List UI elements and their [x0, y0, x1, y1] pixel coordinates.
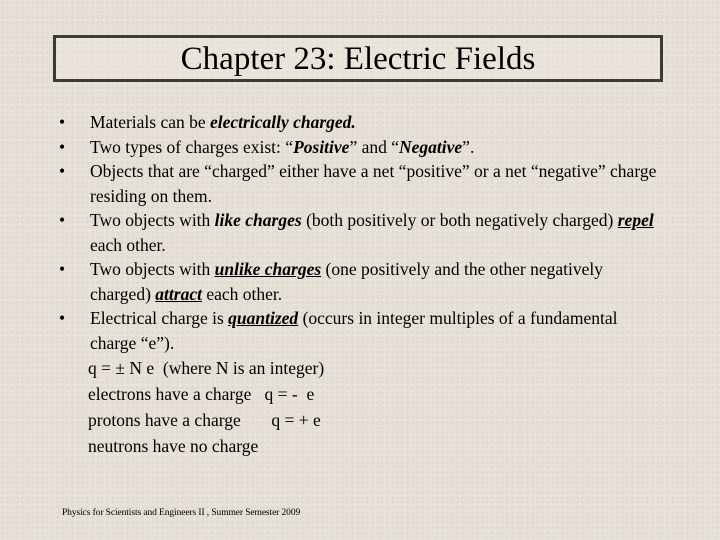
bullet-text: Two objects with unlike charges (one positively and the other negatively charged) attract each other. [90, 259, 604, 304]
emphasis: electrically charged. [210, 112, 356, 132]
title-box [53, 35, 663, 82]
bullet-text: Materials can be electrically charged. [90, 112, 356, 132]
bullet-item [57, 159, 657, 208]
slide-footer: Physics for Scientists and Engineers II , Summer Semester 2009 [62, 508, 301, 518]
charge-formula-line: protons have a charge q = + e [88, 410, 321, 430]
bullet-text: Two types of charges exist: “Positive” and “Negative”. [90, 136, 475, 157]
bullet-item [57, 257, 657, 306]
emphasis: repel [617, 210, 654, 230]
slide-content [57, 110, 657, 459]
bullet-item [57, 306, 657, 355]
bullet-marker: • [59, 112, 66, 132]
charge-formula-line: q = ± N e (where N is an integer) [88, 358, 325, 378]
bullet-item [57, 135, 657, 160]
bullet-marker: • [59, 136, 66, 157]
slide-title: Chapter 23: Electric Fields [180, 41, 536, 77]
bullet-item [57, 110, 657, 135]
emphasis: Positive [293, 136, 350, 157]
emphasis: unlike charges [214, 259, 322, 279]
emphasis: attract [155, 283, 202, 304]
bullet-marker: • [59, 259, 66, 279]
charge-formula-line: neutrons have no charge [88, 436, 259, 456]
emphasis: Negative [399, 136, 463, 157]
bullet-text: Electrical charge is quantized (occurs in integer multiples of a fundamental charge “e”). [90, 308, 618, 353]
bullet-text: Objects that are “charged” either have a net “positive” or a net “negative” charge residing on them. [90, 161, 657, 206]
bullet-marker: • [59, 161, 66, 181]
emphasis: like charges [214, 210, 302, 230]
charge-formula-line: electrons have a charge q = - e [88, 384, 315, 404]
bullet-marker: • [59, 308, 66, 328]
emphasis: quantized [228, 308, 299, 328]
bullet-text: Two objects with like charges (both positively or both negatively charged) repel each other. [90, 210, 654, 255]
bullet-marker: • [59, 210, 66, 230]
bullet-item [57, 208, 657, 257]
